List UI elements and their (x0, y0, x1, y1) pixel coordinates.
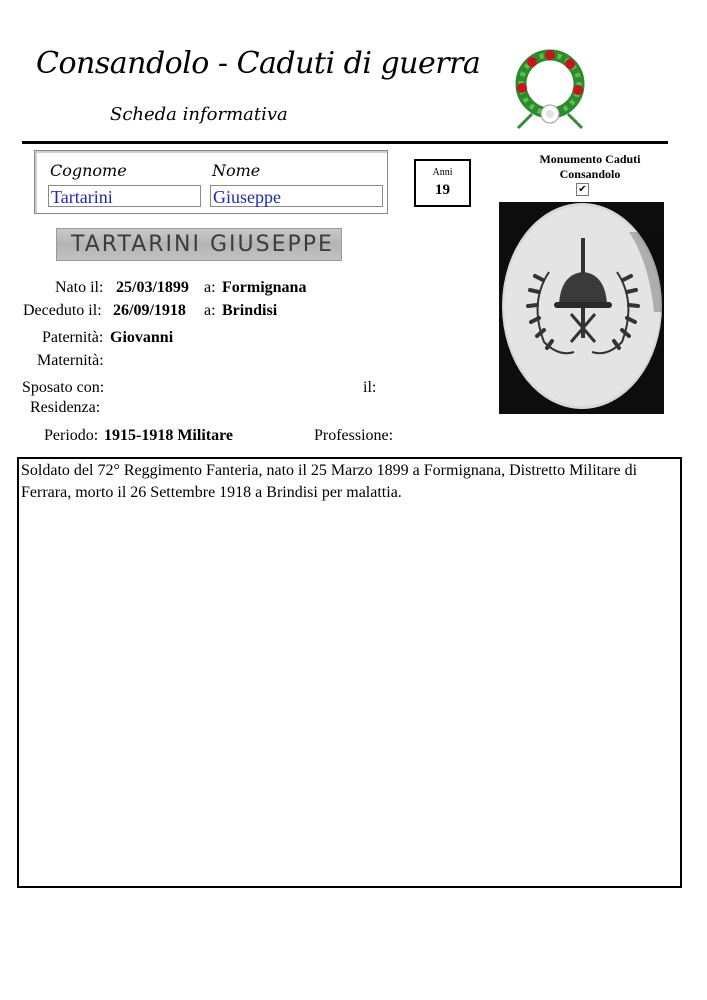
notes-box: Soldato del 72° Reggimento Fanteria, nato il 25 Marzo 1899 a Formignana, Distretto Militare di Ferrara, morto il 26 Settembre 1918 a Brindisi per malattia. (17, 457, 682, 888)
plaque-inscription-image: TARTARINI GIUSEPPE (56, 228, 342, 261)
laurel-wreath-icon (510, 44, 590, 134)
maternita-label: Maternità: (37, 352, 104, 369)
deceduto-place: Brindisi (222, 302, 278, 319)
cognome-field[interactable]: Tartarini (48, 185, 201, 207)
anni-box (414, 159, 471, 207)
professione-label: Professione: (314, 427, 394, 444)
monumento-checkbox[interactable]: ✔ (576, 183, 589, 196)
nato-place: Formignana (222, 279, 307, 296)
sposato-label: Sposato con: (22, 379, 105, 396)
nato-a-label: a: (204, 279, 216, 296)
page-subtitle: Scheda informativa (110, 104, 288, 125)
nato-label: Nato il: (55, 279, 104, 296)
deceduto-label: Deceduto il: (23, 302, 102, 319)
cognome-label: Cognome (50, 161, 127, 180)
residenza-label: Residenza: (30, 399, 101, 416)
il-label: il: (363, 379, 377, 396)
paternita-value: Giovanni (110, 329, 174, 346)
anni-label: Anni (432, 167, 453, 178)
medallion-helmet-photo (499, 202, 664, 414)
paternita-label: Paternità: (42, 329, 104, 346)
periodo-value: 1915-1918 Militare (104, 427, 234, 444)
periodo-label: Periodo: (44, 427, 99, 444)
anni-value: 19 (435, 182, 450, 198)
deceduto-a-label: a: (204, 302, 216, 319)
nome-field[interactable]: Giuseppe (210, 185, 383, 207)
page-title: Consandolo - Caduti di guerra (36, 46, 481, 81)
nato-date: 25/03/1899 (116, 279, 189, 296)
name-box (34, 150, 388, 214)
nome-label: Nome (212, 161, 261, 180)
deceduto-date: 26/09/1918 (113, 302, 186, 319)
monumento-label: Monumento Caduti Consandolo (539, 152, 641, 181)
header-divider (22, 141, 668, 144)
